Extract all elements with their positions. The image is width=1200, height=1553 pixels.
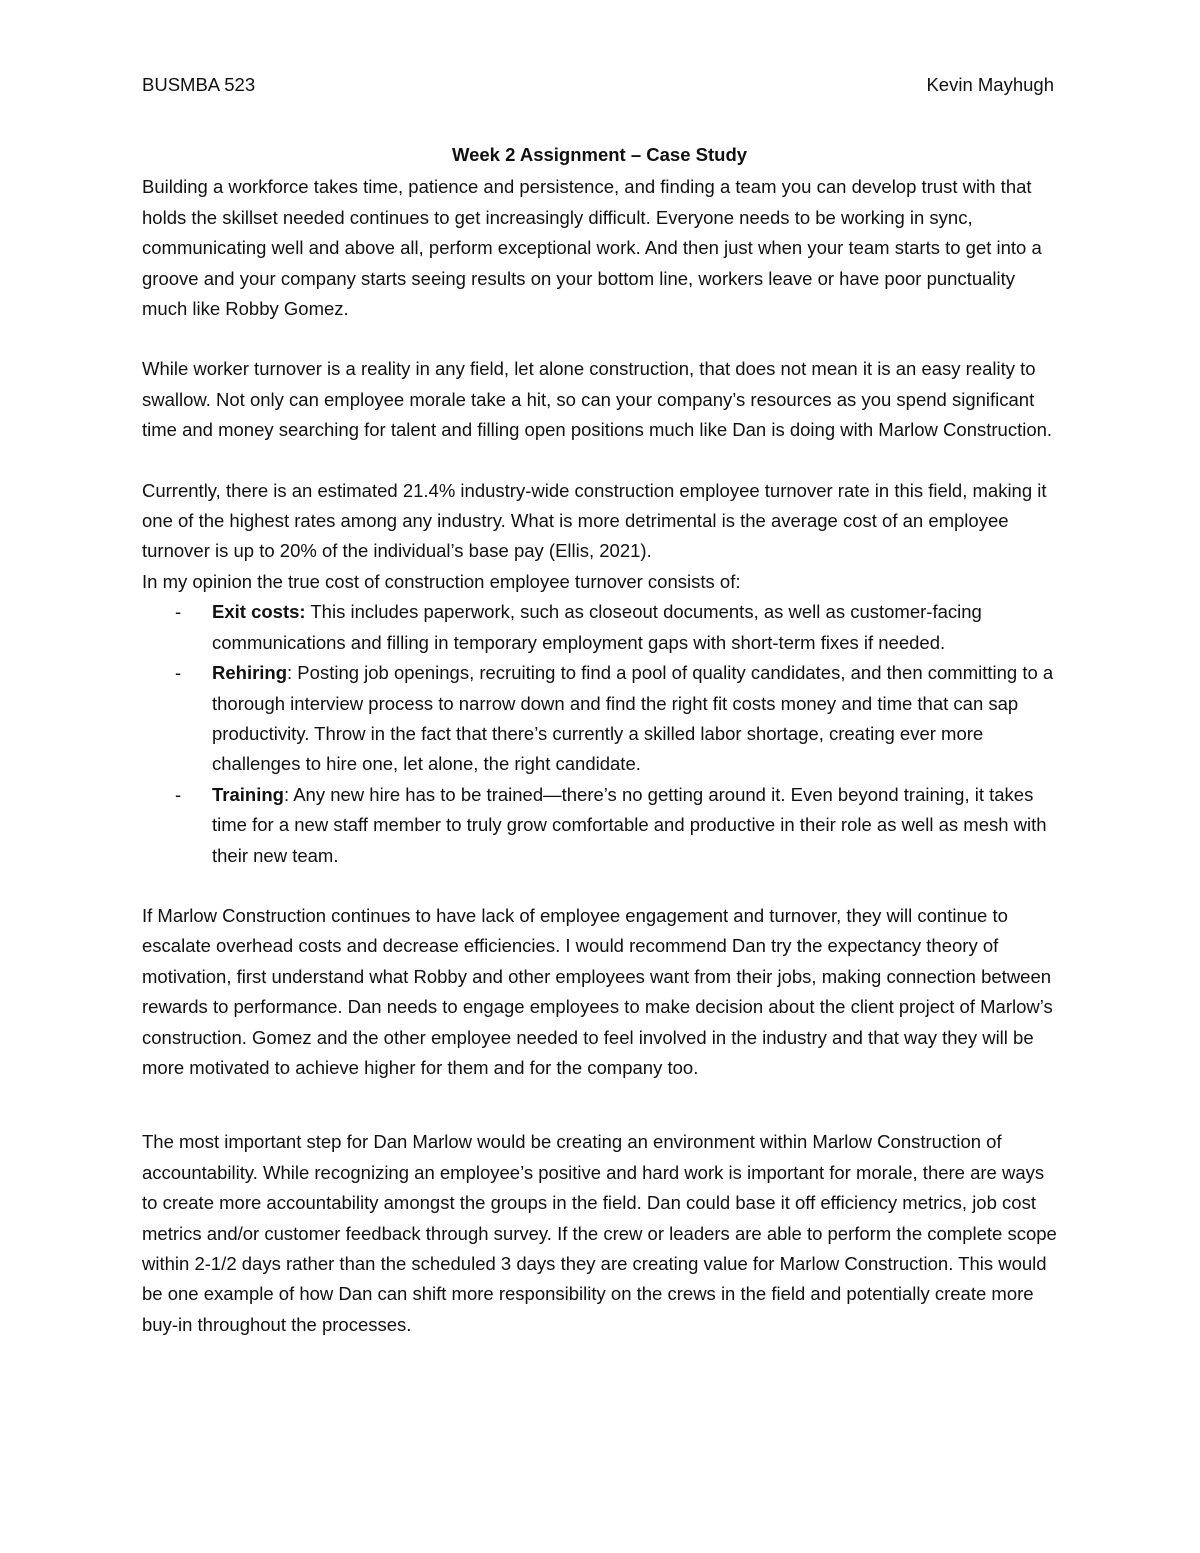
bullet-term: Exit costs: [212,601,306,623]
bullet-dash: - [175,662,182,684]
bullet-term: Rehiring [212,662,288,684]
list-item [142,780,1057,871]
document-body [142,140,1057,1340]
course-code: BUSMBA 523 [142,74,256,95]
bullet-dash: - [175,601,182,623]
page-header [142,74,1054,100]
document-title: Week 2 Assignment – Case Study [451,144,748,165]
paragraph-turnover-stats: Currently, there is an estimated 21.4% industry-wide construction employee turnover rate in this field, making it one of the highest rates among any industry. What is more detrimental is the average cost of an employee turnover is up to 20% of the individual’s base pay (Ellis, 2021). [142,479,1047,562]
paragraph-turnover-reality: While worker turnover is a reality in any field, let alone construction, that does not mean it is an easy reality to swallow. Not only can employee morale take a hit, so can your company’s resources as you spend significant time and money searching for talent and filling open positions much like Dan is doing with Marlow Construction. [142,358,1053,441]
cost-list [142,597,1057,871]
paragraph-recommendation: If Marlow Construction continues to have lack of employee engagement and turnover, they will continue to escalate overhead costs and decrease efficiencies. I would recommend Dan try the expectancy theory of motivation, first understand what Robby and other employees want from their jobs, making connection between rewards to performance. Dan needs to engage employees to make decision about the client project of Marlow’s construction. Gomez and the other employee needed to feel involved in the industry and that way they will be more motivated to achieve higher for them and for the company too. [142,904,1053,1078]
author-name: Kevin Mayhugh [926,74,1054,95]
bullet-text: : Posting job openings, recruiting to find a pool of quality candidates, and then committing to a thorough interview process to narrow down and find the right fit costs money and time that can sap productivity. Throw in the fact that there’s currently a skilled labor shortage, creating ever more challenges to hire one, let alone, the right candidate. [212,662,1054,775]
list-item [142,597,1057,658]
list-item [142,658,1057,780]
bullet-term: Training [212,783,284,805]
paragraph-accountability: The most important step for Dan Marlow would be creating an environment within Marlow Construction of accountability. While recognizing an employee’s positive and hard work is important for morale, there are ways to create more accountability amongst the groups in the field. Dan could base it off efficiency metrics, job cost metrics and/or customer feedback through survey. If the crew or leaders are able to perform the complete scope within 2-1/2 days rather than the scheduled 3 days they are creating value for Marlow Construction. This would be one example of how Dan can shift more responsibility on the crews in the field and potentially create more buy-in throughout the processes. [142,1131,1057,1335]
bullet-text: This includes paperwork, such as closeout documents, as well as customer-facing communications and filling in temporary employment gaps with short-term fixes if needed. [212,601,982,653]
paragraph-cost-intro: In my opinion the true cost of construction employee turnover consists of: [142,570,741,592]
paragraph-intro: Building a workforce takes time, patience and persistence, and finding a team you can develop trust with that holds the skillset needed continues to get increasingly difficult. Everyone needs to be working in sync, communicating well and above all, perform exceptional work. And then just when your team starts to get into a groove and your company starts seeing results on your bottom line, workers leave or have poor punctuality much like Robby Gomez. [142,176,1042,320]
bullet-dash: - [175,783,182,805]
bullet-text: : Any new hire has to be trained—there’s no getting around it. Even beyond training, it takes time for a new staff member to truly grow comfortable and productive in their role as well as mesh with their new team. [212,783,1047,866]
